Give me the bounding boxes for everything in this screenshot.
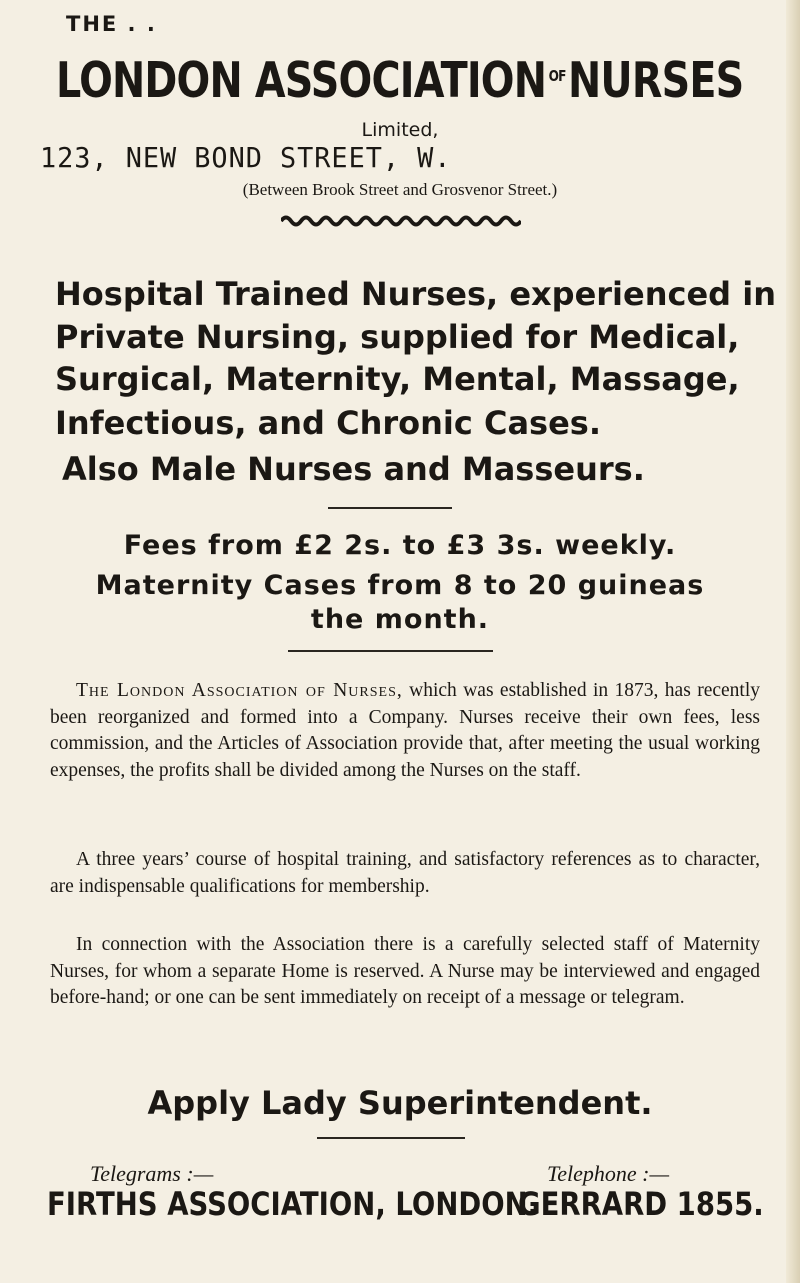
divider-rule-2 [288,650,493,652]
limited-label: Limited, [361,119,439,141]
services-line-4: Infectious, and Chronic Cases. [55,404,601,442]
apply-line: Apply Lady Superintendent. [147,1084,653,1122]
divider-rule-1 [328,507,452,509]
association-title [56,52,744,109]
fees-line-2: Maternity Cases from 8 to 20 guineas [95,570,705,601]
telegrams-label: Telegrams :— [90,1161,214,1186]
paragraph-history-text: which was established in 1873, has recently been reorganized and formed into a Company. Nurses receive their own fees, less commission, and the Articles of Association provide that, after meeting the usual working expenses, the profits shall be divided among the Nurses on the staff. [50,680,760,781]
services-line-2: Private Nursing, supplied for Medical, [55,318,740,356]
address-line: 123, NEW BOND STREET, W. [40,141,452,174]
title-right: NURSES [568,52,744,109]
title-of: OF [548,67,566,85]
title-left: LONDON ASSOCIATION [56,52,547,109]
telegrams-address: FIRTHS ASSOCIATION, LONDON. [47,1185,539,1223]
fees-line-3: the month. [310,604,490,635]
telephone-label: Telephone :— [547,1161,670,1186]
services-line-3: Surgical, Maternity, Mental, Massage, [55,360,740,398]
services-line-1: Hospital Trained Nurses, experienced in [55,275,776,313]
telephone-number: GERRARD 1855. [518,1185,764,1223]
paragraph-maternity: In connection with the Association there is a carefully selected staff of Maternity Nurses, for whom a separate Home is reserved. A Nurse may be interviewed and engaged before-hand; or one can be sent immediately on receipt of a message or telegram. [50,934,760,1009]
paragraph-requirements: A three years’ course of hospital training, and satisfactory references as to character, are indispensable qualifications for membership. [50,849,760,897]
divider-rule-3 [317,1137,465,1139]
between-streets: (Between Brook Street and Grosvenor Street.) [242,180,558,199]
services-line-5: Also Male Nurses and Masseurs. [62,450,645,488]
header-the: THE . . [66,12,157,36]
fees-line-1: Fees from £2 2s. to £3 3s. weekly. [123,530,677,561]
association-name: The London Association of Nurses, [76,680,403,701]
ornamental-divider [281,214,521,228]
paragraph-history [50,678,760,784]
